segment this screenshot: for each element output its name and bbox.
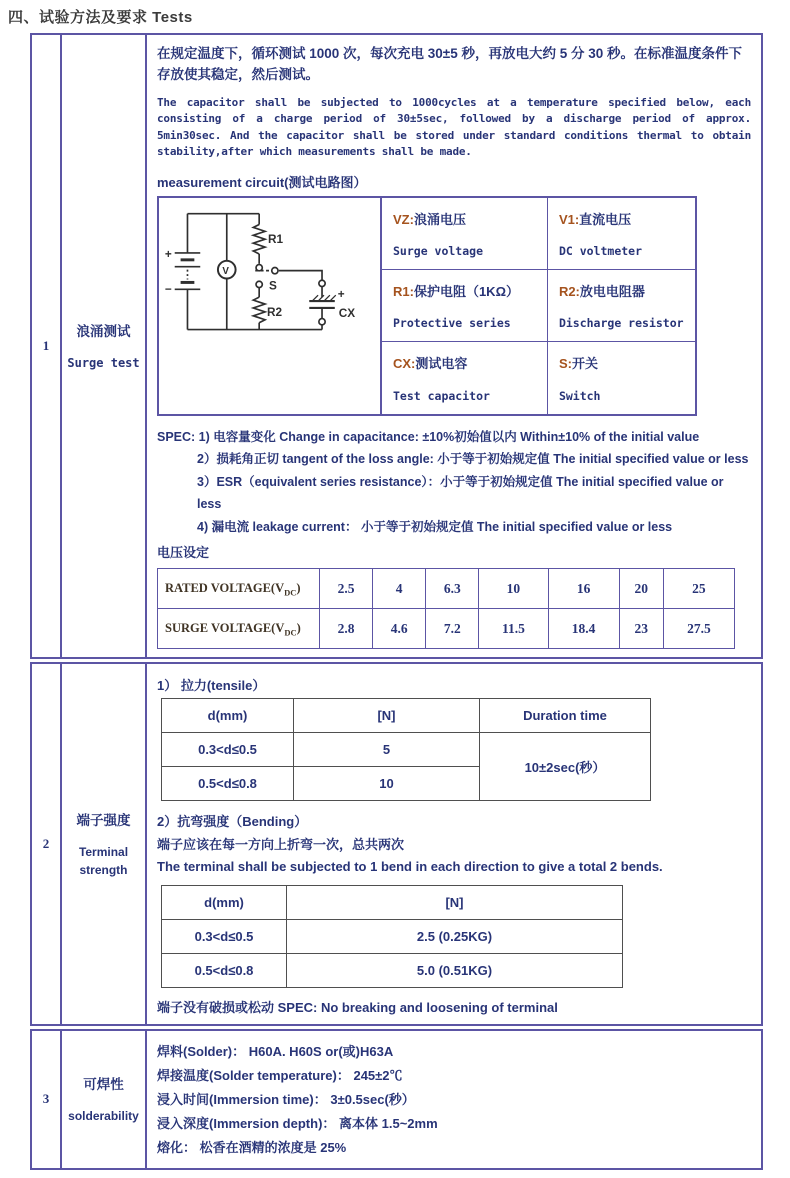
legend-s [548,342,695,414]
solderability-content [147,1031,761,1168]
rated-value: 10 [479,569,548,609]
bending-note-cn: 端子应该在每一方向上折弯一次，总共两次 [157,837,405,853]
row-label-surge-test [62,35,147,657]
legend-r1 [382,270,548,342]
legend-vz [382,198,548,270]
surge-value: 2.8 [320,609,373,649]
rated-value: 2.5 [320,569,373,609]
legend-vz-cn: 浪涌电压 [413,211,466,227]
rated-value: 6.3 [426,569,479,609]
rated-value: 4 [373,569,426,609]
tests-table [30,33,763,1170]
legend-r1-prefix: R1: [393,283,414,299]
legend-r1-cn: 保护电阻（1KΩ） [413,283,519,299]
circuit-diagram-cell [159,198,382,414]
voltmeter-label: V [222,265,229,277]
label-cn: 可焊性 [83,1077,124,1093]
legend-v1-prefix: V1: [558,211,580,227]
legend-s-prefix: S: [558,355,572,371]
battery-minus-label: − [164,283,172,297]
spec-line-3: 3）ESR（equivalent series resistance）：小于等于初始规定值 The initial specified value or less [197,474,724,512]
circuit-legend [382,198,695,414]
rated-value: 25 [663,569,734,609]
row-label-terminal-strength [62,664,147,1023]
tensile-col-n: [N] [294,699,480,733]
tensile-col-d: d(mm) [162,699,294,733]
capacitor-cx-label: CX [338,306,356,320]
legend-cx-cn: 测试电容 [415,355,468,371]
legend-r1-en: Protective series [393,315,511,330]
bending-d-range: 0.3<d≤0.5 [162,919,287,953]
legend-r2-prefix: R2: [558,283,580,299]
label-en: solderability [68,1109,139,1124]
surge-voltage-label: SURGE $VOLTAGE(V_{DC})$ [158,609,320,649]
legend-r2 [548,270,695,342]
bending-row-2 [162,953,623,987]
tensile-d-range: 0.3<d≤0.5 [162,733,294,767]
surge-test-content [147,35,761,657]
legend-cx [382,342,548,414]
surge-value: 18.4 [548,609,619,649]
surge-value: 27.5 [663,609,734,649]
legend-vz-en: Surge voltage [393,243,484,258]
solder-line-2: 焊接温度(Solder temperature)： 245±2℃ [157,1067,403,1083]
switch-s-label: S [268,279,277,293]
voltage-setting-heading: 电压设定 [157,545,210,561]
legend-r2-en: Discharge resistor [558,315,684,330]
legend-r2-cn: 放电电阻器 [579,283,645,299]
section-solderability [30,1029,763,1170]
bending-col-n: [N] [287,885,623,919]
row-number: 1 [32,35,62,657]
legend-v1-en: DC voltmeter [558,243,643,258]
rated-value: 16 [548,569,619,609]
voltage-table [157,568,735,649]
rated-voltage-label: RATED $VOLTAGE(V_{DC})$ [158,569,320,609]
solder-line-5: 熔化： 松香在酒精的浓度是 25% [157,1139,347,1155]
spec-block [157,426,751,539]
bending-note-en: The terminal shall be subjected to 1 bend in each direction to give a total 2 bends. [157,859,663,875]
surge-value: 7.2 [426,609,479,649]
solder-line-1: 焊料(Solder)： H60A. H60S or(或)H63A [157,1043,394,1059]
resistor-r2-label: R2 [267,305,283,319]
tensile-table [161,698,651,801]
tensile-d-range: 0.5<d≤0.8 [162,767,294,801]
solder-line-3: 浸入时间(Immersion time)： 3±0.5sec(秒） [157,1091,415,1107]
measurement-circuit-table [157,196,697,416]
bending-d-range: 0.5<d≤0.8 [162,953,287,987]
surge-voltage-row [158,609,735,649]
battery-plus-label: + [164,247,172,261]
surge-paragraph-en: The capacitor shall be subjected to 1000cycles at a temperature specified below, each consisting of a charge period of 30±5sec, followed by a discharge period of approx. 5min30sec. And the capacitor shall be stored under standard conditions thermal to obtain stability,after which measurements shall be made. [157,95,751,159]
section-terminal-strength [30,662,763,1025]
bending-title: 2）抗弯强度（Bending） [157,814,308,830]
legend-s-en: Switch [558,388,601,403]
bending-col-d: d(mm) [162,885,287,919]
label-cn: 端子强度 [76,812,131,828]
label-cn: 浪涌测试 [76,324,131,340]
bending-force: 2.5 (0.25KG) [287,919,623,953]
legend-cx-en: Test capacitor [393,388,490,403]
tensile-row-1 [162,733,651,767]
bending-row-1 [162,919,623,953]
label-en: Terminal strength [78,844,129,877]
bending-table [161,885,623,988]
circuit-title: measurement circuit(测试电路图） [157,174,367,190]
surge-value: 23 [619,609,663,649]
surge-value: 4.6 [373,609,426,649]
terminal-spec-line: 端子没有破损或松动 SPEC: No breaking and loosening of terminal [157,999,558,1015]
terminal-strength-content [147,664,761,1023]
tensile-duration-value: 10±2sec(秒） [480,733,651,801]
row-number: 3 [32,1031,62,1168]
spec-line-4: 4) 漏电流 leakage current： 小于等于初始规定值 The initial specified value or less [197,519,673,534]
legend-cx-prefix: CX: [393,355,416,371]
circuit-diagram [159,198,378,414]
tensile-force: 5 [294,733,480,767]
spec-line-2: 2）损耗角正切 tangent of the loss angle: 小于等于初始规定值 The initial specified value or less [197,452,749,467]
surge-value: 11.5 [479,609,548,649]
tensile-title: 1） 拉力(tensile） [157,678,266,694]
surge-paragraph-cn: 在规定温度下，循环测试 1000 次，每次充电 30±5 秒，再放电大约 5 分 30 秒。在标准温度条件下存放使其稳定，然后测试。 [157,46,742,82]
row-number: 2 [32,664,62,1023]
bending-header-row [162,885,623,919]
solder-line-4: 浸入深度(Immersion depth)： 离本体 1.5~2mm [157,1115,438,1131]
label-en: Surge test [67,356,140,371]
legend-vz-prefix: VZ: [393,211,414,227]
rated-value: 20 [619,569,663,609]
legend-v1-cn: 直流电压 [579,211,632,227]
tensile-force: 10 [294,767,480,801]
legend-v1 [548,198,695,270]
legend-s-cn: 开关 [571,355,598,371]
page-title: 四、试验方法及要求 Tests [8,9,193,26]
resistor-r1-label: R1 [268,232,284,246]
spec-line-1: SPEC: 1) 电容量变化 Change in capacitance: ±10%初始值以内 Within±10% of the initial value [157,429,700,444]
section-surge-test [30,33,763,659]
rated-voltage-row [158,569,735,609]
tensile-header-row [162,699,651,733]
row-label-solderability [62,1031,147,1168]
bending-force: 5.0 (0.51KG) [287,953,623,987]
tensile-col-duration: Duration time [480,699,651,733]
capacitor-plus-label: + [337,287,345,301]
